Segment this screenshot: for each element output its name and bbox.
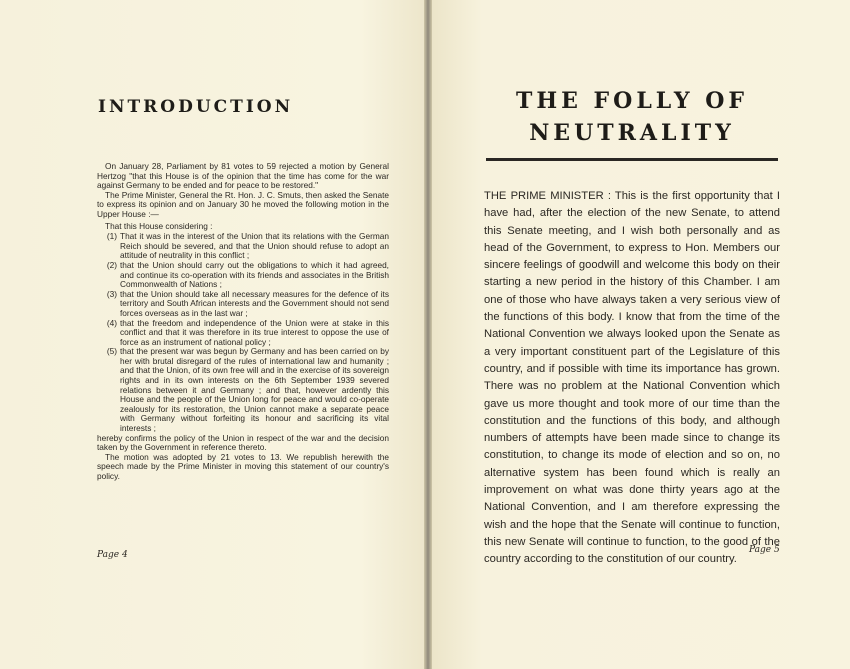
page-number-right: Page 5: [749, 545, 780, 555]
intro-paragraph-2: The Prime Minister, General the Rt. Hon. J. C. Smuts, then asked the Senate to express its opinion and on January 30 he moved the following motion in the Upper House :—: [97, 189, 389, 219]
intro-paragraph-1: On January 28, Parliament by 81 votes to 59 rejected a motion by General Hertzog "that this House is of the opinion that the time has come for the war against Germany to be ended and for peace to be restored.": [97, 161, 389, 191]
resolution-item: (4) that the freedom and independence of the Union were at stake in this conflict and that it was therefore in its true interest to oppose the use of force as an instrument of national policy ;: [106, 317, 389, 347]
folly-of-neutrality-heading: [432, 85, 832, 149]
page-number-left: Page 4: [97, 550, 128, 560]
heading-line-1: THE FOLLY OF: [515, 88, 749, 114]
closing-paragraph: The motion was adopted by 21 votes to 13. We republish herewith the speech made by the Prime Minister in moving this statement of our country's policy.: [97, 451, 389, 481]
motion-close: hereby confirms the policy of the Union in respect of the war and the decision taken by the Government in reference thereto.: [97, 432, 389, 453]
resolution-item: (2) that the Union should carry out the obligations to which it had agreed, and continue its co-operation with its friends and associates in the British Commonwealth of Nations ;: [106, 259, 389, 290]
prime-minister-speech: THE PRIME MINISTER : This is the first opportunity that I have had, after the election of the new Senate, to attend this Senate meeting, and I wish both personally and as head of the Government, to express to Hon. Members our sincere feelings of goodwill and welcome this body on their starting a new period in the history of this Chamber. I am one of those who have always taken a very serious view of the functions of this body. I know that from the time of the National Convention we always looked upon the Senate as a very important constituent part of the Legislature of this country, and if possible with time its importance has grown. There was no problem at the National Convention which gave us more thought and took more of our time than the constitution and the functions of this body, and although numbers of attempts have been made since to change its constitution, to change its mode of election and so on, no alternative system has been found which is really an improvement on what was done thirty years ago at the National Convention, and I am therefore expressing the wish and the hope that the Senate will continue to function, this new Senate will continue to function, to the good of the country according to the constitution of our country.: [484, 190, 780, 566]
introduction-heading: INTRODUCTION: [98, 97, 294, 117]
heading-rule: [486, 158, 778, 161]
motion-lead: That this House considering :: [105, 220, 213, 231]
resolution-item: (1) That it was in the interest of the Union that its relations with the German Reich should be severed, and that the Union should refuse to adopt an attitude of neutrality in this conflict ;: [106, 231, 389, 261]
resolution-list: [97, 232, 389, 433]
resolution-item: (3) that the Union should take all necessary measures for the defence of its territory and South African interests and the Government should not send forces overseas as in the last war ;: [106, 288, 389, 318]
resolution-item: (5) that the present war was begun by Germany and has been carried on by her with brutal disregard of the rules of international law and humanity ; and that the Union, of its own free will and in the exercise of its sovereign rights and in its own interests on the 6th September 1939 severed relations between it and Germany ; and that, however ardently this House and the people of the Union long for peace and would co-operate zealously for its restoration, the Union cannot make a separate peace with Germany without forfeiting its honour and sacrificing its vital interests ;: [106, 346, 389, 434]
heading-line-2: NEUTRALITY: [529, 120, 735, 146]
introduction-body: [97, 162, 389, 482]
book-gutter: [424, 0, 432, 669]
